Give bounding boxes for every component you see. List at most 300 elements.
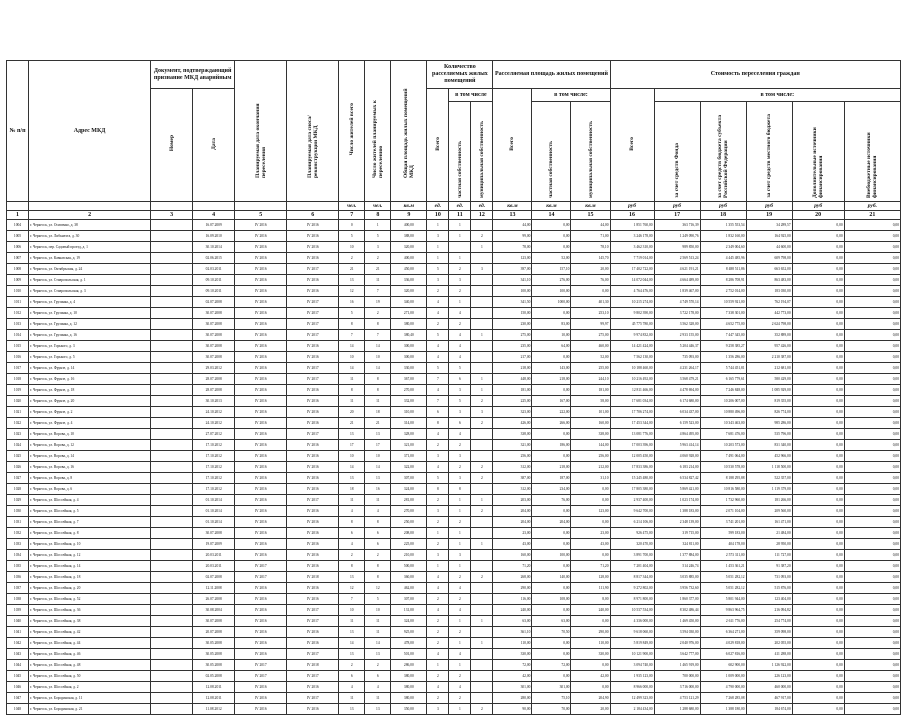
table-cell: IV 2016 [287,594,339,605]
table-cell: 0,00 [532,528,571,539]
table-cell: 0,00 [571,495,610,506]
row-number-cell: 1048 [7,704,29,715]
table-cell: 216 094,82 [746,605,792,616]
table-cell: 11 [365,693,391,704]
table-cell: 4 [427,341,449,352]
table-cell: 4 231 264,17 [654,363,700,374]
table-cell: 11 [339,495,365,506]
table-cell: 18 [339,484,365,495]
row-number-cell: 1008 [7,264,29,275]
table-cell: 0,00 [792,341,844,352]
table-row [7,605,901,616]
table-cell: 1 [449,528,471,539]
table-cell: 460 000,00 [746,682,792,693]
table-cell: 28.07.2008 [193,385,235,396]
address-cell: г. Черкесск, ул. Фрунзе, д. 4 [29,418,151,429]
table-cell: 1 [449,539,471,550]
table-cell: 1 [427,220,449,231]
table-cell: IV 2016 [287,583,339,594]
qty-municipal-header: муниципальная собственность [471,102,493,202]
table-cell: 100,00 [493,286,532,297]
address-cell: г. Черкесск, ул. Шоссейная, д. 42 [29,627,151,638]
table-cell: 123,00 [493,253,532,264]
table-cell: 100,00 [532,286,571,297]
table-cell: 0,00 [844,330,900,341]
table-cell: 17 402 722,00 [610,264,654,275]
table-cell: IV 2016 [235,693,287,704]
table-cell [151,429,193,440]
table-cell: 12 [339,583,365,594]
table-cell: 7 [339,330,365,341]
table-cell: 0,00 [844,374,900,385]
table-row [7,693,901,704]
unit-cell: чел. [365,202,391,211]
table-cell: 1 [427,253,449,264]
table-cell: 01.10.2014 [193,517,235,528]
table-cell: IV 2016 [287,528,339,539]
table-cell: 13 [339,649,365,660]
table-cell: 235,00 [493,341,532,352]
row-number-cell: 1026 [7,462,29,473]
table-cell: 1 [471,242,493,253]
table-cell: 116,00 [493,594,532,605]
unit-cell: кв.м [571,202,610,211]
table-cell: 4 [449,605,471,616]
qty-total-header: Всего [427,89,449,202]
residents-total-header: Число жителей всего [339,61,365,202]
table-cell: 350,00 [391,704,427,715]
table-cell [151,671,193,682]
table-cell: 5 [427,473,449,484]
table-cell: 13 [365,473,391,484]
table-cell: 0,00 [792,638,844,649]
table-cell: 09.10.2011 [193,286,235,297]
table-cell: 8 [339,517,365,528]
address-cell: г. Черкесск, ул. Бородинская, д. 11 [29,693,151,704]
table-cell: 387,00 [493,473,532,484]
table-row [7,396,901,407]
table-cell [471,308,493,319]
table-cell: 1 [449,616,471,627]
table-cell: 276,00 [532,275,571,286]
row-number-cell: 1022 [7,418,29,429]
address-cell: г. Черкесск, ул. Ставропольская, д. 1 [29,275,151,286]
table-cell: IV 2016 [287,506,339,517]
table-cell [471,561,493,572]
address-cell: г. Черкесск, ул. Грузинка, д. 16 [29,330,151,341]
table-row [7,231,901,242]
table-cell: 0,00 [792,385,844,396]
table-row [7,550,901,561]
address-cell: г. Черкесск, ул. Грузинка, д. 12 [29,319,151,330]
table-cell: 2 [427,627,449,638]
table-cell: IV 2017 [287,297,339,308]
table-cell: 3 [471,264,493,275]
column-number-cell: 16 [610,211,654,220]
table-cell: 1 465 919,00 [654,660,700,671]
table-cell: 28 950,00 [746,539,792,550]
table-cell: 361,10 [493,627,532,638]
table-cell: 989 850,00 [654,242,700,253]
table-cell: IV 2016 [235,704,287,715]
table-cell: 4 [427,583,449,594]
table-row [7,484,901,495]
table-cell: 0,00 [792,671,844,682]
address-cell: г. Черкесск, ул. Шоссейная, д. 7 [29,517,151,528]
table-cell: 4 749 570,14 [654,297,700,308]
table-cell: 27.07.2012 [193,429,235,440]
table-cell: 10 [339,605,365,616]
table-cell: 4 029 818,00 [700,638,746,649]
table-cell: 324,00 [391,484,427,495]
table-cell: 0,00 [532,352,571,363]
table-cell: 1 [449,231,471,242]
qty-incl-header: в том числе [449,89,493,102]
row-number-cell: 1021 [7,407,29,418]
table-cell: 5 [449,396,471,407]
table-cell: 29.03.2012 [193,363,235,374]
table-cell: 0,00 [792,616,844,627]
table-cell: 3 462 310,00 [610,242,654,253]
table-cell [151,627,193,638]
table-cell: 13 [339,275,365,286]
table-cell: 20,00 [571,264,610,275]
row-number-cell: 1012 [7,308,29,319]
table-cell: 0,00 [844,528,900,539]
table-cell: 2 [427,495,449,506]
table-cell: 2 [449,671,471,682]
table-cell: 11.08.2012 [193,704,235,715]
table-cell: 17 [339,440,365,451]
address-cell: г. Черкесск, ул. Ворова, д. 10 [29,429,151,440]
table-cell: 11 [339,396,365,407]
table-cell: 0,00 [792,594,844,605]
table-cell: 8 [365,517,391,528]
table-cell: 14 072 044,00 [610,275,654,286]
table-cell: 336,00 [391,275,427,286]
table-cell: 3 035 885,00 [654,572,700,583]
table-cell: IV 2016 [235,528,287,539]
table-cell [151,682,193,693]
table-cell: 926 475,00 [610,528,654,539]
table-cell: 0,00 [844,242,900,253]
table-cell: IV 2017 [235,572,287,583]
table-cell: 0,00 [844,704,900,715]
table-cell: 150,00 [493,308,532,319]
table-cell: 0,00 [844,484,900,495]
table-cell: 17 706 274,00 [610,407,654,418]
table-cell: 1 [449,638,471,649]
table-cell: 3 562 328,00 [654,319,700,330]
table-cell: 71,00 [571,231,610,242]
table-cell: 360,00 [391,572,427,583]
table-cell: 0,00 [792,308,844,319]
table-cell: IV 2016 [287,451,339,462]
table-cell: 2 [449,572,471,583]
table-cell: 3 [449,385,471,396]
table-cell: 4 [427,605,449,616]
table-cell: 0,00 [532,429,571,440]
column-number-cell: 2 [29,211,151,220]
table-row [7,528,901,539]
table-cell [471,550,493,561]
table-cell: 0,00 [571,660,610,671]
table-cell: 1 [449,506,471,517]
row-number-cell: 1013 [7,319,29,330]
address-cell: г. Черкесск, ул. Горького, д. 5 [29,352,151,363]
table-cell: 143,00 [532,363,571,374]
area-municipal-header: муниципальная собственность [571,102,610,202]
table-cell: 301,00 [532,682,571,693]
table-cell: 2 [449,319,471,330]
table-cell: IV 2016 [235,253,287,264]
table-cell: 7 447 345,00 [700,330,746,341]
row-number-cell: 1028 [7,484,29,495]
column-number-cell: 1 [7,211,29,220]
table-row [7,616,901,627]
table-cell: 0,00 [792,495,844,506]
table-cell: 164 925,00 [746,231,792,242]
table-cell: IV 2017 [287,363,339,374]
column-number-cell: 4 [193,211,235,220]
table-cell [471,429,493,440]
table-cell: 4 [365,682,391,693]
table-cell: 380,40 [391,330,427,341]
table-cell: IV 2017 [235,671,287,682]
table-cell [151,396,193,407]
area-group-header: Расселяемая площадь жилых помещений [493,61,610,89]
table-cell: 253,10 [571,308,610,319]
table-cell: 218,00 [532,374,571,385]
table-cell: 7 [365,330,391,341]
table-cell: IV 2017 [287,693,339,704]
table-cell: IV 2016 [235,242,287,253]
table-cell: 0,00 [792,704,844,715]
table-cell: 2 [365,550,391,561]
table-cell: 108,00 [532,594,571,605]
table-cell: IV 2017 [287,308,339,319]
table-cell: 244,10 [571,374,610,385]
table-cell: 02.06.2015 [193,253,235,264]
table-cell: 330,00 [391,363,427,374]
table-cell: 380,00 [391,671,427,682]
table-cell: 0,00 [844,572,900,583]
row-number-cell: 1036 [7,572,29,583]
table-cell: 371,00 [391,451,427,462]
table-cell: 10 537 534,00 [610,605,654,616]
row-number-cell: 1041 [7,627,29,638]
table-cell: 5 963 414,14 [654,440,700,451]
table-cell: 609 798,00 [746,253,792,264]
table-cell [151,440,193,451]
address-cell: г. Черкесск, ул. Шоссейная, д. 38 [29,616,151,627]
table-cell [151,539,193,550]
table-cell: 17 805 380,00 [610,484,654,495]
table-cell: 234,00 [532,484,571,495]
table-cell: IV 2016 [235,649,287,660]
table-cell: 1 851 760,00 [610,220,654,231]
table-cell: 7 [427,374,449,385]
table-cell: 0,00 [844,341,900,352]
table-cell [151,594,193,605]
table-cell: IV 2016 [235,308,287,319]
table-cell: 30.07.2008 [193,616,235,627]
table-cell: 341,10 [493,275,532,286]
row-number-cell: 1015 [7,341,29,352]
table-cell: 0,00 [792,297,844,308]
table-cell: 319 715,00 [654,528,700,539]
table-cell: 8 [339,561,365,572]
address-cell: г. Черкесск, ул. Шоссейная, д. 48 [29,660,151,671]
table-row [7,704,901,715]
address-cell: г. Черкесск, ул. Фрунзе, д. 14 [29,363,151,374]
table-cell: 17.10.2012 [193,473,235,484]
table-cell: 7 719 014,00 [610,253,654,264]
table-cell: 4 [427,352,449,363]
table-cell: 42,00 [493,671,532,682]
table-cell: 8 [339,319,365,330]
table-cell: 10 816 580,00 [700,484,746,495]
table-cell: 10 203 573,00 [700,440,746,451]
table-cell: 1 [365,220,391,231]
unit-cell: ед. [471,202,493,211]
cost-regional-header: за счет средств бюджета субъекта Российской Федерации [700,102,746,202]
table-cell: 17 003 396,00 [610,440,654,451]
row-number-cell: 1034 [7,550,29,561]
table-cell: 341,50 [493,297,532,308]
table-cell: 0,00 [844,319,900,330]
table-cell: 400,00 [391,253,427,264]
table-cell: 71,20 [571,561,610,572]
table-cell: 5 051 282,12 [700,572,746,583]
table-cell: 0,00 [792,264,844,275]
table-cell: 2 [427,616,449,627]
planned-resettle-header: Планируемая дата окончания переселения [235,61,287,202]
table-cell: 2 [365,253,391,264]
table-cell: 352 889,00 [746,330,792,341]
table-cell: IV 2017 [287,429,339,440]
table-cell [151,528,193,539]
table-cell: 1 [449,220,471,231]
table-cell: 5 [339,308,365,319]
column-number-cell: 5 [235,211,287,220]
table-cell: 290,00 [493,583,532,594]
table-cell: 1 [427,660,449,671]
table-cell: 10 216 492,00 [610,374,654,385]
address-cell: г. Черкесск, ул. Осипенко, д. 38 [29,220,151,231]
table-cell: 11 [339,374,365,385]
address-cell: г. Черкесск, ул. Шоссейная, д. 14 [29,561,151,572]
table-cell: 17.10.2012 [193,440,235,451]
row-number-cell: 1020 [7,396,29,407]
table-cell [471,286,493,297]
table-cell: 14 [339,462,365,473]
table-cell: 17 [365,440,391,451]
table-cell: 7 681 476,00 [700,429,746,440]
cost-fund-header: за счет средств Фонда [654,102,700,202]
table-cell: 12.11.2008 [193,583,235,594]
table-cell: 6 364 271,00 [700,627,746,638]
table-cell: 17 453 344,00 [610,418,654,429]
table-cell: 301,00 [493,682,532,693]
table-cell: 321,00 [391,440,427,451]
table-cell: 10 [365,605,391,616]
table-cell: 1 085 929,00 [746,385,792,396]
table-cell: 4 [339,682,365,693]
table-cell: 218,00 [532,462,571,473]
table-cell [471,605,493,616]
table-cell: 2 071 104,00 [700,506,746,517]
table-cell: 30.05.2008 [193,649,235,660]
table-cell [471,693,493,704]
table-cell: 30.10.2014 [193,242,235,253]
table-cell: 34 289,57 [746,220,792,231]
table-cell: 6 [339,528,365,539]
table-cell: 0,00 [792,418,844,429]
table-cell: 338,00 [571,429,610,440]
table-cell: 6 534 827,42 [654,473,700,484]
table-cell: 0,00 [844,352,900,363]
table-cell: 01.10.2014 [193,506,235,517]
address-cell: г. Черкесск, ул. Шоссейная, д. 20 [29,583,151,594]
unit-cell: руб [654,202,700,211]
table-cell: 0,00 [844,649,900,660]
table-cell: 16 [365,484,391,495]
table-cell: 6 034 437,00 [654,407,700,418]
table-cell: 4 [339,539,365,550]
table-cell: IV 2017 [287,649,339,660]
table-cell: 4 621 191,21 [654,264,700,275]
table-cell: 26.07.2008 [193,594,235,605]
address-cell: г. Черкесск, пер. Садовый проезд, д. 1 [29,242,151,253]
table-cell: 4 445 485,96 [700,253,746,264]
table-cell: 270,00 [391,506,427,517]
table-cell: 0,00 [532,638,571,649]
table-cell [471,352,493,363]
column-number-cell: 15 [571,211,610,220]
address-cell: г. Черкесск, ул. Фрунзе, д. 20 [29,396,151,407]
table-cell: 290,00 [571,627,610,638]
table-cell: 111,90 [571,583,610,594]
table-cell: 16.09.2010 [193,231,235,242]
table-cell: 4 [427,385,449,396]
table-cell: 0,00 [844,583,900,594]
table-cell: 0,00 [844,627,900,638]
table-cell [151,616,193,627]
table-cell: 0,00 [571,550,610,561]
table-cell: 0,00 [792,374,844,385]
unit-cell: кв.м [493,202,532,211]
table-cell: 0,00 [844,451,900,462]
address-cell: г. Черкесск, ул. Фрунзе, д. 16 [29,374,151,385]
table-cell: 14 [339,341,365,352]
table-row [7,594,901,605]
table-cell: 1 356 286,00 [700,352,746,363]
table-cell: 4 [427,572,449,583]
table-cell: 281,00 [391,495,427,506]
table-cell: 826 774,00 [746,407,792,418]
row-number-cell: 1005 [7,231,29,242]
table-cell: 8 [339,385,365,396]
table-cell: 4 652 775,00 [700,319,746,330]
table-cell: 1 [427,528,449,539]
doc-number-header: Номер [151,89,193,202]
table-cell: 1 388 183,00 [654,506,700,517]
row-number-cell: 1027 [7,473,29,484]
table-cell: 128,00 [571,572,610,583]
table-cell: IV 2016 [287,440,339,451]
table-cell: 0,00 [844,594,900,605]
